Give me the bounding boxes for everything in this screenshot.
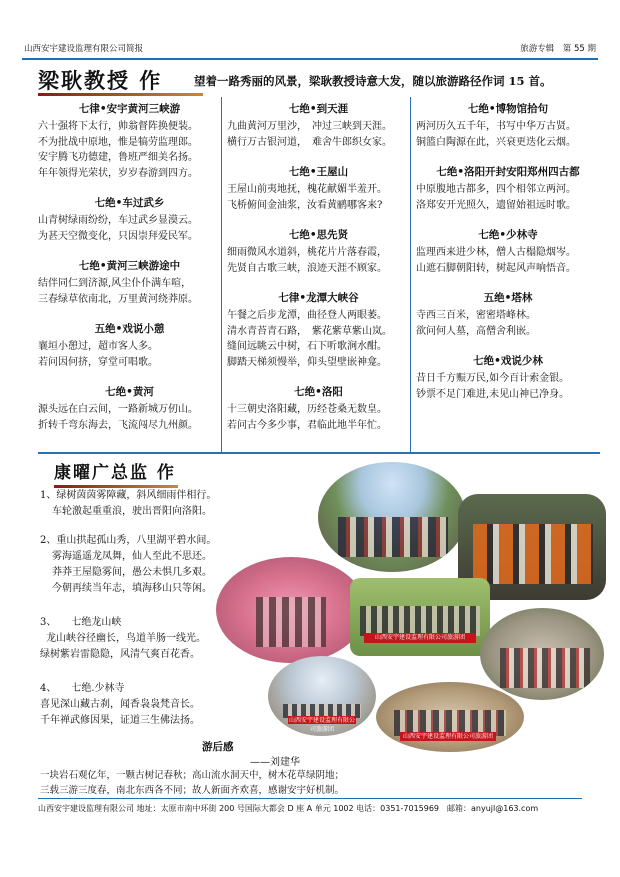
poem-line: 结伴同仁到济源,风尘仆仆满车喧， — [38, 278, 192, 289]
poem-line: 王屋山前夷地抚，槐花献媚半羞开。 — [227, 184, 387, 195]
poem — [227, 227, 410, 276]
poem-head: 2、重山拱起孤山秀，八里湖平碧水间。 — [40, 535, 217, 546]
kang-poem-3 — [40, 615, 206, 663]
company-banner: 山西安宇建设监理有限公司旅游团 — [400, 732, 496, 741]
poem-line: 不为批战中原地，惟是犒劳监理郎。 — [38, 136, 198, 148]
group-photo-temple — [376, 682, 524, 752]
poem-line: 年年领得光荣状，岁岁春游到四方。 — [38, 167, 198, 179]
poem-line: 细雨微风水道斜，桃花片片落春霞， — [227, 247, 387, 258]
poem-title: 五绝•塔林 — [483, 292, 533, 304]
poem-line: 两河历久五千年，书写中华万古贤。 — [416, 121, 576, 132]
company-banner: 山西安宇建设监理有限公司旅游团 — [288, 717, 355, 733]
poem-line: 中原腹地古都多，四个相邻立两河。 — [416, 184, 576, 195]
poem-line: 飞桥俯间金油浆，汝看黄鹂哪客来? — [227, 199, 383, 211]
poem-line: 清水青苔青石路， 紫花紫草紫山岚。 — [227, 325, 392, 337]
poem-title: 七绝•洛阳 — [294, 386, 343, 398]
after-poem — [40, 768, 344, 798]
poem-line: 安宇腾飞功德建，鲁班严细美名扬。 — [38, 152, 198, 163]
poem-head: 1、绿树茵茵雾障藏，斜风细雨伴相行。 — [40, 490, 217, 501]
poem-line: 横行万古银河道， 难舍牛郎织女家。 — [227, 136, 392, 148]
poem-line: 三春绿草依南北，万里黄河绕莽原。 — [38, 293, 198, 305]
poem — [38, 384, 221, 433]
section2-title-block — [54, 458, 178, 488]
poem-line: 铜篮白陶源在此，兴衰更迭化云烟。 — [416, 136, 576, 148]
poem-title: 七绝•车过武乡 — [94, 197, 165, 209]
poem-line: 钞票不足门难进,未见山神已净身。 — [416, 388, 570, 400]
company-name: 山西安宇建设监理有限公司简报 — [24, 44, 144, 54]
poem-line: 千年禅武修因果，证道三生佛法扬。 — [40, 715, 200, 726]
section-divider — [38, 452, 600, 454]
poem-title: 五绝•戏说小憩 — [94, 323, 165, 335]
poem-head: 4、 七绝.少林寺 — [40, 683, 125, 694]
footer-divider — [38, 798, 582, 799]
group-photo-blossoms — [216, 557, 366, 663]
group-photo-road — [318, 462, 466, 572]
poem — [227, 384, 410, 433]
poems-grid — [38, 97, 600, 453]
poem-line: 源头远在白云间，一路新城万仞山。 — [38, 404, 198, 415]
poem-title: 七绝•少林寺 — [478, 229, 538, 241]
poem-line: 莽莽王屋隐雾间，愚公未惧几多艰。 — [52, 567, 212, 578]
poem-title: 七绝•到天涯 — [288, 103, 349, 115]
poem — [416, 227, 600, 276]
section1-title: 梁耿教授 作 — [38, 69, 163, 93]
poem — [416, 290, 600, 339]
section1-intro: 望着一路秀丽的风景，梁耿教授诗意大发，随以旅游路径作词 15 首。 — [194, 74, 552, 88]
poem-title: 七绝•黄河三峡游途中 — [78, 260, 181, 272]
poem-title: 七律•龙潭大峡谷 — [278, 292, 359, 304]
poem-line: 山遮石脚朝阳转，树起风声响悟音。 — [416, 262, 576, 274]
poem-line: 午餐之后步龙潭，曲径登人两眼萎。 — [227, 310, 387, 321]
poem-column-1 — [38, 101, 221, 447]
poem-line: 缝间远眺云中树，石下听歌涧水酣。 — [227, 341, 387, 352]
poem — [416, 164, 600, 213]
kang-poem-4 — [40, 681, 200, 729]
page-footer: 山西安宇建设监理有限公司 地址：太原市南中环街 200 号国际大都会 D 座 A 单元 1002 电话：0351-7015969 邮箱：anyujl@163.com — [38, 804, 539, 813]
poem-line: 喜见深山藏古刹，闻香袅袅梵音长。 — [40, 699, 200, 710]
kang-poem-1 — [40, 488, 216, 520]
poem-line: 山青树绿雨纷纷，车过武乡显漠云。 — [38, 215, 198, 226]
poem-line: 为甚天空微变化，只因崇拜爱民军。 — [38, 230, 198, 242]
poem-line: 雾海遥遥龙凤舞，仙人至此不思还。 — [52, 551, 212, 562]
poem-title: 七绝•洛阳开封安阳郑州四古都 — [436, 166, 580, 178]
poem-line: 三载三游三度春，南北东西各不同；故人新面齐欢喜，感谢安宇好机制。 — [40, 785, 345, 796]
poem-line: 今朝再续当年志，填海移山只等闲。 — [52, 583, 212, 594]
poem — [38, 258, 221, 307]
poem-line: 十三朝史洛阳藏，历经苍桑无数皇。 — [227, 404, 387, 415]
poem-line: 绿树紫岩雷隐隐，风清气爽百花香。 — [40, 649, 200, 660]
company-banner: 山西安宇建设监理有限公司旅游团 — [364, 633, 476, 643]
column-divider — [410, 97, 411, 453]
poem-line: 欲问何人墓，高僧舍利嵌。 — [416, 325, 536, 337]
poem-line: 车轮激起重重浪，驶出晋阳向洛阳。 — [52, 506, 212, 517]
section2-title: 康曜广总监 作 — [54, 463, 176, 483]
title-underline — [38, 93, 203, 96]
after-title: 游后感 — [202, 741, 234, 753]
header-divider — [22, 58, 598, 60]
poem-line: 寺西三百米，密密塔峰林。 — [416, 310, 536, 321]
poem-line: 九曲黄河万里沙， 冲过三峡到天涯。 — [227, 121, 392, 132]
poem-title: 七绝•思先贤 — [288, 229, 349, 241]
group-photo-banner — [350, 578, 490, 656]
poem-line: 昔日千方赈万民,如今百计索金银。 — [416, 373, 570, 384]
poem-line: 一块岩石观亿年，一颗古树记春秋；高山流水洞天中，树木花草绿阴地； — [40, 770, 345, 781]
poem-line: 龙山峡谷径幽长，鸟道羊肠一线光。 — [46, 633, 206, 644]
poem — [38, 101, 221, 181]
poem-column-2 — [227, 101, 410, 447]
poem-column-3 — [416, 101, 600, 416]
column-divider — [221, 97, 222, 453]
kang-poem-2 — [40, 533, 216, 597]
poem-head: 3、 七绝龙山峡 — [40, 617, 122, 628]
poem — [416, 101, 600, 150]
poem-line: 先贤自古歌三峡，浪迹天涯不顾家。 — [227, 262, 387, 274]
poem-title: 七律•安宇黄河三峡游 — [78, 103, 181, 115]
poem-line: 折转千弯东海去，飞流闯尽九州颜。 — [38, 419, 198, 431]
group-photo-courtyard — [480, 608, 604, 700]
poem-line: 若问因何挤，穿堂可唱歌。 — [38, 356, 158, 368]
poem — [416, 353, 600, 402]
poem — [227, 164, 410, 213]
poem — [227, 290, 410, 370]
poem — [38, 195, 221, 244]
after-author: ——刘建华 — [250, 757, 300, 768]
poem-line: 脚踏天梯须慢举，仰头望壁嵌神龛。 — [227, 356, 387, 368]
poem-line: 若问古今多少事，君临此地半年忙。 — [227, 419, 387, 431]
poem-title: 七绝•博物馆拾句 — [467, 103, 549, 115]
poem-line: 洛郑安开光照久，遗留始祖远时歌。 — [416, 199, 576, 211]
poem-line: 襄垣小憩过，超市客人多。 — [38, 341, 158, 352]
poem-line: 六十强将下太行，帅翁督阵换便装。 — [38, 121, 198, 132]
poem-line: 监理西来进少林，僧人古榻隐烟岑。 — [416, 247, 576, 258]
page-header — [24, 40, 596, 56]
poem-title: 七绝•戏说少林 — [473, 355, 543, 367]
poem-title: 七绝•王屋山 — [288, 166, 349, 178]
section1-title-row — [38, 63, 598, 97]
group-photo-gate — [268, 656, 376, 736]
poem — [227, 101, 410, 150]
issue-number: 旅游专辑 第 55 期 — [520, 44, 596, 54]
poem — [38, 321, 221, 370]
poem-title: 七绝•黄河 — [105, 386, 154, 398]
